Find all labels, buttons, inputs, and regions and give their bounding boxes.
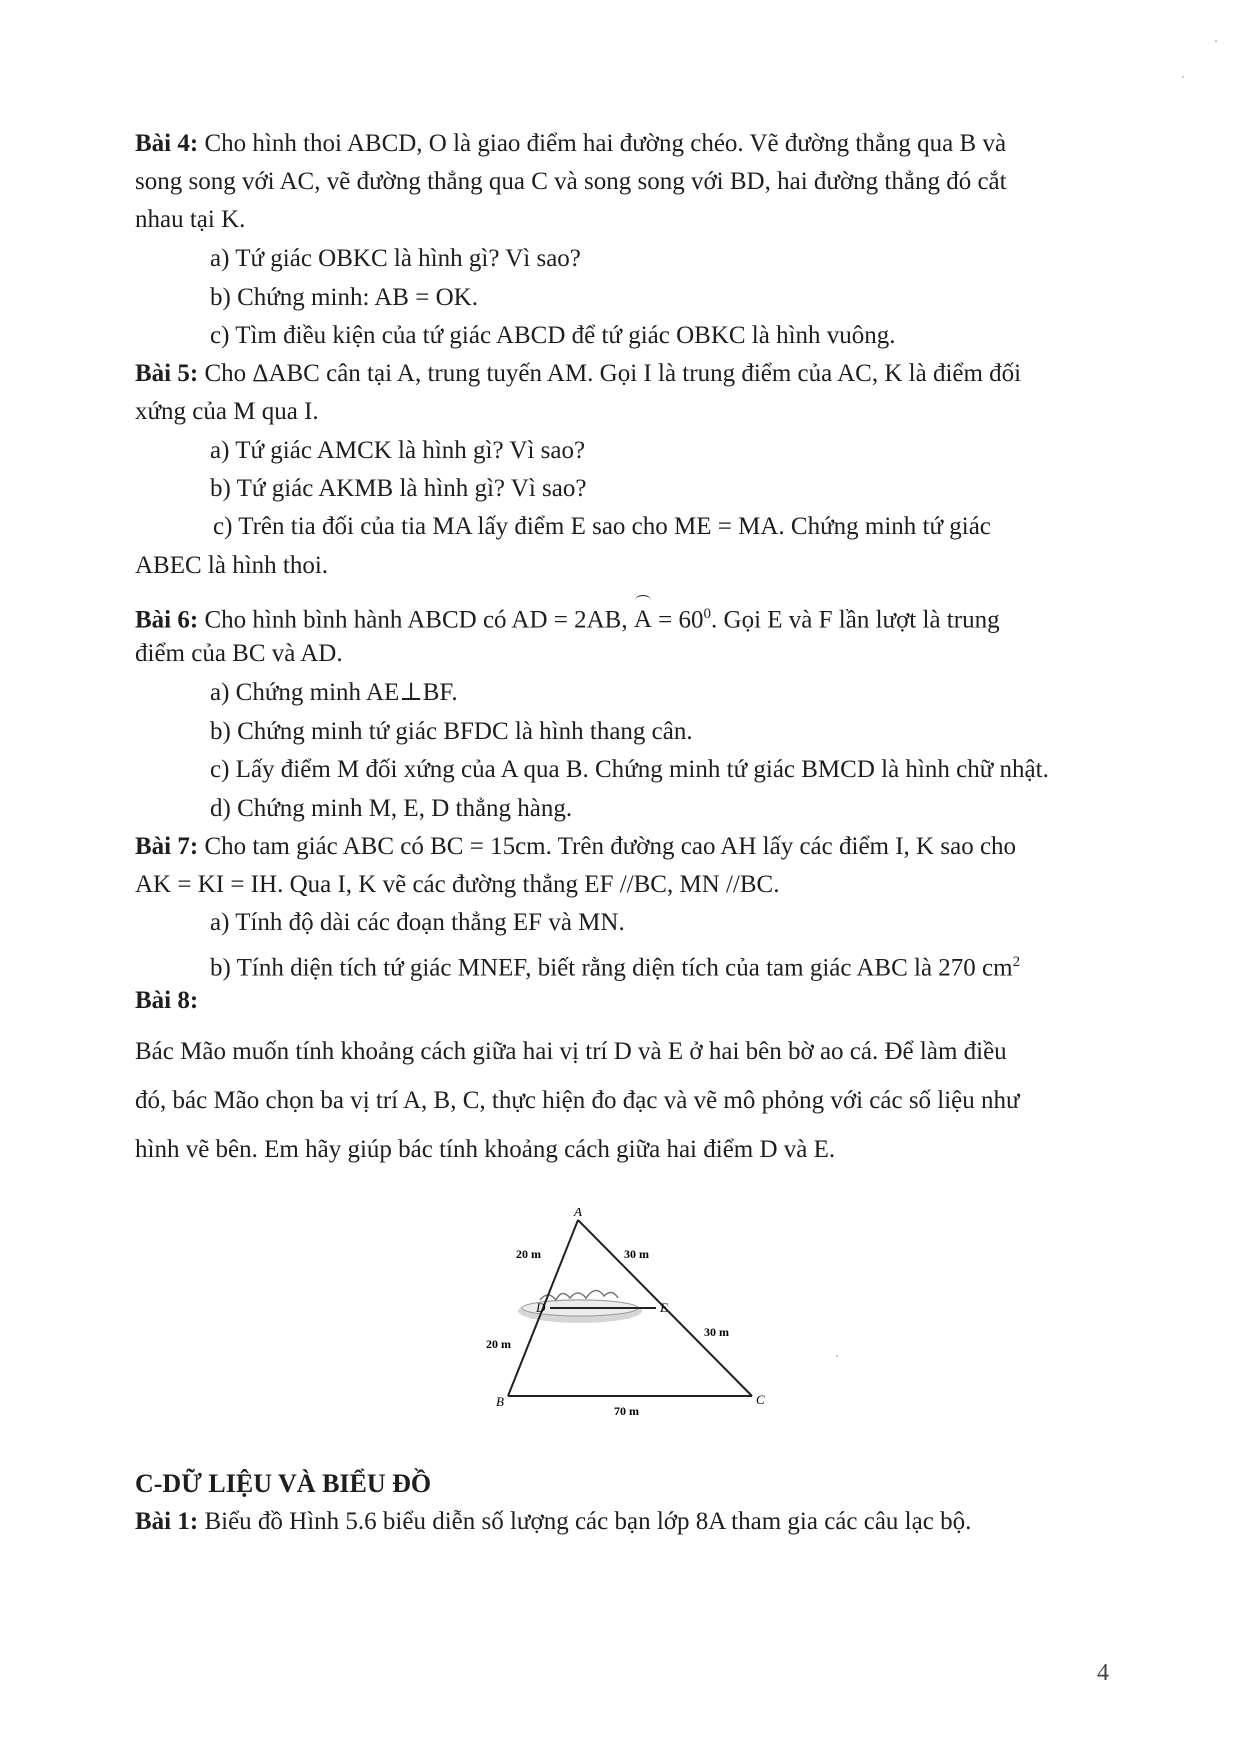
- length-bc: 70 m: [614, 1404, 639, 1418]
- point-e-label: E: [660, 1300, 668, 1315]
- bai5-question-a: a) Tứ giác AMCK là hình gì? Vì sao?: [210, 437, 586, 464]
- bai6-question-c: c) Lấy điểm M đối xứng của A qua B. Chứng minh tứ giác BMCD là hình chữ nhật.: [210, 756, 1049, 783]
- bai5-question-c-line1: c) Trên tia đối của tia MA lấy điểm E sao cho ME = MA. Chứng minh tứ giác: [213, 513, 991, 540]
- section-c-bai1: Bài 1: Biểu đồ Hình 5.6 biểu diễn số lượng các bạn lớp 8A tham gia các câu lạc bộ.: [135, 1508, 972, 1535]
- point-b-label: B: [496, 1394, 504, 1409]
- bai7-label: Bài 7:: [135, 833, 199, 860]
- bai4-question-b: b) Chứng minh: AB = OK.: [210, 284, 478, 311]
- bai7-line2: AK = KI = IH. Qua I, K vẽ các đường thẳng EF //BC, MN //BC.: [135, 871, 780, 898]
- scan-speck: [836, 1355, 838, 1357]
- bai7-question-a: a) Tính độ dài các đoạn thẳng EF và MN.: [210, 909, 625, 936]
- page-number: 4: [1097, 1660, 1109, 1686]
- bai4-question-c: c) Tìm điều kiện của tứ giác ABCD để tứ giác OBKC là hình vuông.: [210, 322, 896, 349]
- scan-speck: [1182, 76, 1184, 78]
- bai8-line3: hình vẽ bên. Em hãy giúp bác tính khoảng cách giữa hai điểm D và E.: [135, 1136, 836, 1163]
- bai6-question-b: b) Chứng minh tứ giác BFDC là hình thang cân.: [210, 718, 693, 745]
- bai8-label: Bài 8:: [135, 987, 199, 1014]
- bai6-question-d: d) Chứng minh M, E, D thẳng hàng.: [210, 795, 573, 822]
- bai8-line2: đó, bác Mão chọn ba vị trí A, B, C, thực hiện đo đạc và vẽ mô phỏng với các số liệu như: [135, 1087, 1020, 1114]
- bai7-line1: Bài 7: Cho tam giác ABC có BC = 15cm. Trên đường cao AH lấy các điểm I, K sao cho: [135, 833, 1017, 860]
- point-c-label: C: [756, 1392, 765, 1407]
- bai4-line1: Bài 4: Cho hình thoi ABCD, O là giao điểm hai đường chéo. Vẽ đường thẳng qua B và: [135, 130, 1007, 157]
- bai4-question-a: a) Tứ giác OBKC là hình gì? Vì sao?: [210, 245, 581, 272]
- section-c-title: C-DỮ LIỆU VÀ BIỂU ĐỒ: [135, 1469, 432, 1498]
- length-ec: 30 m: [704, 1325, 729, 1339]
- bai5-line2: xứng của M qua I.: [135, 398, 319, 425]
- bai5-label: Bài 5:: [135, 360, 199, 387]
- length-ad: 20 m: [516, 1247, 541, 1261]
- bai6-line2: điểm của BC và AD.: [135, 640, 343, 667]
- length-db: 20 m: [486, 1337, 511, 1351]
- bai5-question-c-line2: ABEC là hình thoi.: [135, 552, 329, 579]
- degree-mark: 0: [703, 606, 712, 622]
- bai4-line3: nhau tại K.: [135, 206, 246, 233]
- bai5-question-b: b) Tứ giác AKMB là hình gì? Vì sao?: [210, 475, 587, 502]
- pond-triangle-figure: [470, 1208, 790, 1418]
- length-ae: 30 m: [624, 1247, 649, 1261]
- bai4-line2: song song với AC, vẽ đường thẳng qua C và song song với BD, hai đường thẳng đó cắt: [135, 168, 1007, 195]
- bai6-question-a: a) Chứng minh AE⊥BF.: [210, 679, 458, 706]
- bai5-line1: Bài 5: Cho ΔABC cân tại A, trung tuyến AM. Gọi I là trung điểm của AC, K là điểm đối: [135, 360, 1022, 387]
- bai7-question-b: b) Tính diện tích tứ giác MNEF, biết rằng diện tích của tam giác ABC là 270 $cm^2$: [210, 954, 1021, 982]
- bai6-line1: Bài 6: Cho hình bình hành ABCD có AD = 2AB, $A = 60^0$. Gọi E và F lần lượt là trung: [135, 596, 1000, 638]
- point-a-label: A: [574, 1208, 582, 1219]
- squared-mark: 2: [1012, 954, 1021, 970]
- bai8-line1: Bác Mão muốn tính khoảng cách giữa hai vị trí D và E ở hai bên bờ ao cá. Để làm điều: [135, 1038, 1007, 1065]
- bai6-label: Bài 6:: [135, 606, 199, 634]
- bai4-label: Bài 4:: [135, 130, 199, 157]
- scan-speck: [1215, 40, 1217, 42]
- point-d-label: D: [536, 1300, 546, 1315]
- angle-a-symbol: A: [634, 602, 652, 638]
- section-c-bai1-label: Bài 1:: [135, 1508, 199, 1535]
